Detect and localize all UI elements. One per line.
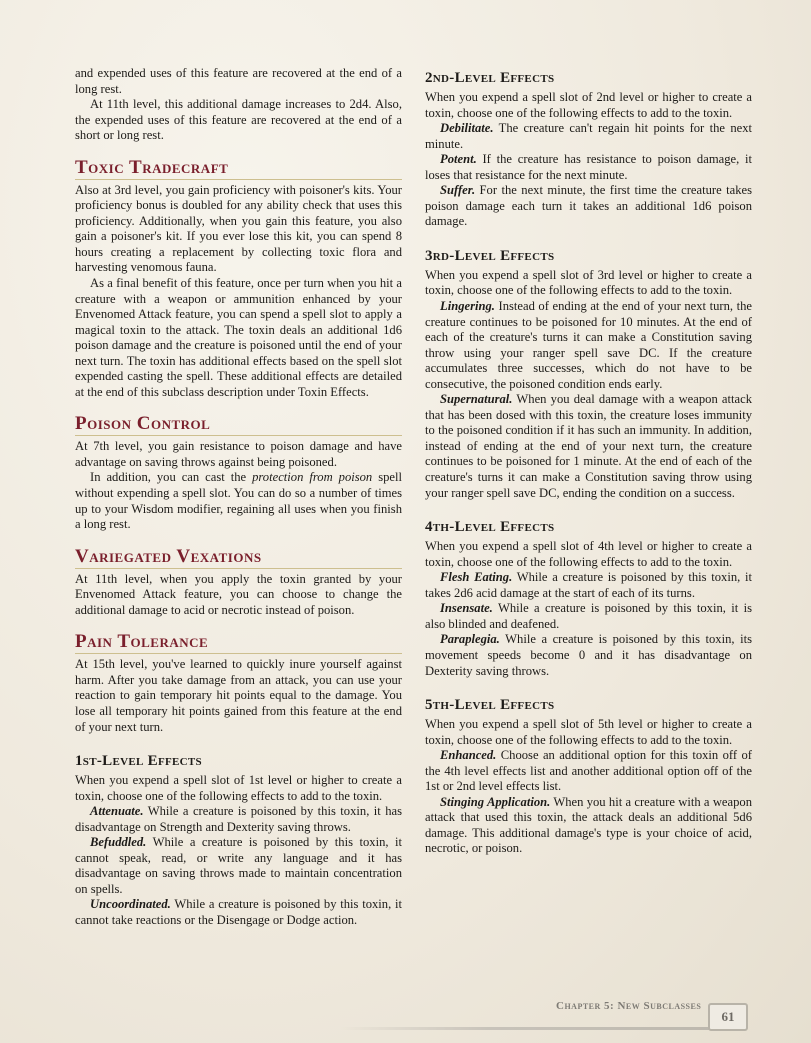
effect-text: If the creature has resistance to poison damage, it loses that resistance for the next minute. xyxy=(425,152,752,182)
effect-item xyxy=(425,601,752,632)
effect-item xyxy=(425,632,752,679)
text: spell without expending a spell slot. You can do so a number of times up to your Wisdom modifier, regaining all uses when you finish a long rest. xyxy=(75,470,402,532)
heading-5th-level-effects: 5th-Level Effects xyxy=(425,697,555,714)
paragraph: As a final benefit of this feature, once per turn when you hit a creature with a weapon or ammunition enhanced by your Envenomed Attack feature, you can spend a spell slot to apply a magical toxin to the attack. The toxin deals an additional 1d6 poison damage and the creature is poisoned until the end of your next turn. The toxin has additional effects based on the spell slot expended casting the spell. These additional effects are detailed at the end of this subclass description under Toxin Effects. xyxy=(75,276,402,399)
heading-3rd-level-effects: 3rd-Level Effects xyxy=(425,247,555,264)
paragraph: At 11th level, this additional damage increases to 2d4. Also, the expended uses of this feature are recovered at the end of a short or long rest. xyxy=(75,97,402,143)
heading-1st-level-effects: 1st-Level Effects xyxy=(75,753,202,770)
effect-text: While a creature is poisoned by this toxin, it cannot speak, read, or write any language and it has disadvantage on saving throws made to maintain concentration on spells. xyxy=(75,835,402,896)
effect-item xyxy=(75,835,402,897)
effect-text: Instead of ending at the end of your next turn, the creature continues to be poisoned for 10 minutes. At the end of each of the creature's turns it can make a Constitution saving throw using your ranger spell save DC. If the creature accumulates three successes, which do not have to be consecutive, the poisoned condition ends early. xyxy=(425,299,752,391)
effect-item xyxy=(425,299,752,392)
effect-name: Lingering. xyxy=(440,299,495,314)
effect-name: Attenuate. xyxy=(90,804,144,819)
effect-item xyxy=(425,183,752,230)
effect-text: For the next minute, the first time the creature takes poison damage each turn it takes an additional 1d6 poison damage. xyxy=(425,183,752,229)
effect-name: Debilitate. xyxy=(440,121,494,136)
effect-text: The creature can't regain hit points for the next minute. xyxy=(425,121,752,151)
effect-name: Enhanced. xyxy=(440,748,497,763)
effect-text: When you hit a creature with a weapon attack that used this toxin, the attack deals an additional 5d6 damage. This additional damage's type is your choice of acid, necrotic, or poison. xyxy=(425,794,752,856)
effect-name: Uncoordinated. xyxy=(90,897,171,912)
right-column xyxy=(425,70,752,857)
page-number: 61 xyxy=(708,1003,748,1031)
effect-item xyxy=(425,392,752,501)
effect-name: Flesh Eating. xyxy=(440,570,513,585)
paragraph: When you expend a spell slot of 5th level or higher to create a toxin, choose one of the following effects to add to the toxin. xyxy=(425,717,752,747)
effect-name: Potent. xyxy=(440,152,477,167)
effect-item xyxy=(75,897,402,928)
heading-variegated-vexations: Variegated Vexations xyxy=(75,547,402,569)
effect-name: Suffer. xyxy=(440,183,476,198)
effect-name: Insensate. xyxy=(440,601,493,616)
paragraph: When you expend a spell slot of 2nd level or higher to create a toxin, choose one of the following effects to add to the toxin. xyxy=(425,90,752,120)
heading-poison-control: Poison Control xyxy=(75,414,402,436)
spell-name: protection from poison xyxy=(252,470,373,485)
paragraph: When you expend a spell slot of 4th level or higher to create a toxin, choose one of the following effects to add to the toxin. xyxy=(425,539,752,569)
effect-text: While a creature is poisoned by this toxin, its movement speeds become 0 and it has disadvantage on Dexterity saving throws. xyxy=(425,632,752,678)
effect-text: While a creature is poisoned by this toxin, it takes 2d6 acid damage at the start of each of its turns. xyxy=(425,570,752,600)
paragraph: At 11th level, when you apply the toxin granted by your Envenomed Attack feature, you can choose to change the additional damage to acid or necrotic instead of poison. xyxy=(75,571,402,617)
paragraph: When you expend a spell slot of 3rd level or higher to create a toxin, choose one of the following effects to add to the toxin. xyxy=(425,267,752,298)
paragraph: Also at 3rd level, you gain proficiency with poisoner's kits. Your proficiency bonus is doubled for any ability check that uses this proficiency. Additionally, when you gain this feature, you also gain a poisoner's kit. If you ever lose this kit, you can spend 8 hours creating a replacement by collecting toxic flora and harvesting venomous fauna. xyxy=(75,182,402,275)
effect-item xyxy=(425,121,752,152)
page-footer xyxy=(520,995,750,1035)
paragraph: At 15th level, you've learned to quickly inure yourself against harm. After you take damage from an attack, you can use your reaction to gain temporary hit points equal to the damage. You lose all temporary hit points gained from this feature at the end of your next turn. xyxy=(75,657,402,734)
effect-text: While a creature is poisoned by this toxin, it has disadvantage on Strength and Dexterity saving throws. xyxy=(75,804,402,834)
decorative-rule xyxy=(340,1027,710,1030)
effect-item xyxy=(425,570,752,601)
effect-name: Paraplegia. xyxy=(440,632,500,647)
chapter-title: Chapter 5: New Subclasses xyxy=(556,1000,702,1012)
effect-item xyxy=(425,748,752,795)
effect-item xyxy=(75,804,402,835)
effect-text: While a creature is poisoned by this toxin, it cannot take reactions or the Disengage or Dodge action. xyxy=(75,897,402,927)
heading-4th-level-effects: 4th-Level Effects xyxy=(425,519,555,536)
effect-name: Supernatural. xyxy=(440,392,513,407)
effect-item xyxy=(425,795,752,857)
heading-pain-tolerance: Pain Tolerance xyxy=(75,632,402,654)
effect-text: While a creature is poisoned by this toxin, it is also blinded and deafened. xyxy=(425,601,752,631)
effect-item xyxy=(425,152,752,183)
paragraph: When you expend a spell slot of 1st level or higher to create a toxin, choose one of the following effects to add to the toxin. xyxy=(75,773,402,803)
heading-toxic-tradecraft: Toxic Tradecraft xyxy=(75,158,402,180)
paragraph: At 7th level, you gain resistance to poison damage and have advantage on saving throws against being poisoned. xyxy=(75,439,402,469)
heading-2nd-level-effects: 2nd-Level Effects xyxy=(425,70,555,86)
effect-name: Befuddled. xyxy=(90,835,147,850)
text: In addition, you can cast the xyxy=(90,470,253,485)
left-column xyxy=(75,66,402,929)
effect-text: When you deal damage with a weapon attack that has been dosed with this toxin, the creature loses immunity to the poisoned condition if it has such an immunity. In addition, instead of ending at the end of your next turn, the creature continues to be poisoned for 1 minute. At the end of each of the creature's turns it can make a Constitution saving throw using your ranger spell save DC, ending the condition on a success. xyxy=(425,392,752,500)
paragraph xyxy=(75,470,402,532)
paragraph: and expended uses of this feature are recovered at the end of a long rest. xyxy=(75,66,402,96)
effect-text: Choose an additional option for this toxin off of the 4th level effects list and another additional option off of the 1st or 2nd level effects list. xyxy=(425,748,752,794)
effect-name: Stinging Application. xyxy=(440,794,551,809)
